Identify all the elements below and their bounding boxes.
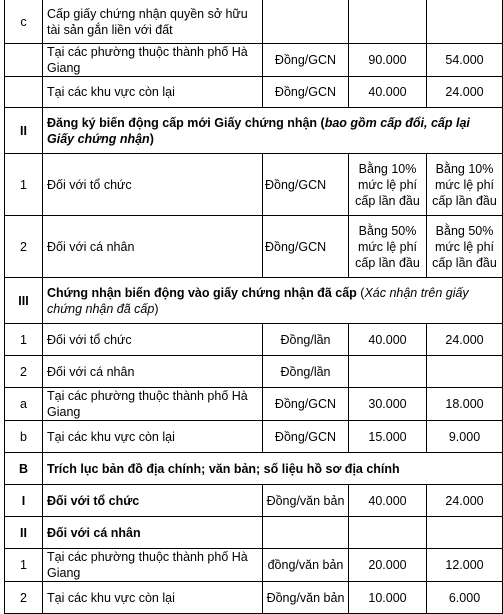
row-value-1: 30.000 [349, 388, 427, 421]
section-title-close: ) [154, 301, 159, 316]
table-row [5, 44, 503, 77]
row-value-1 [349, 0, 427, 44]
row-number: c [5, 0, 43, 44]
row-description: Đối với tổ chức [43, 485, 263, 517]
section-title [43, 278, 503, 324]
table-row [5, 324, 503, 356]
section-title-main: Chứng nhận biến động vào giấy chứng nhận đã cấp [47, 285, 357, 300]
section-title [43, 108, 503, 154]
table-row [5, 388, 503, 421]
section-title: Trích lục bản đồ địa chính; văn bản; số liệu hồ sơ địa chính [43, 453, 503, 485]
row-unit: Đồng/GCN [263, 388, 349, 421]
row-description: Tại các khu vực còn lại [43, 421, 263, 453]
row-value-1 [349, 517, 427, 549]
row-value-2: 18.000 [427, 388, 503, 421]
section-title-close: ) [149, 131, 154, 146]
row-description: Cấp giấy chứng nhận quyền sở hữu tài sản gắn liền với đất [43, 0, 263, 44]
row-value-1: Bằng 50% mức lệ phí cấp lần đầu [349, 216, 427, 278]
row-description: Đối với tổ chức [43, 324, 263, 356]
row-number: II [5, 517, 43, 549]
row-value-2: 54.000 [427, 44, 503, 77]
row-value-2: Bằng 10% mức lệ phí cấp lần đầu [427, 154, 503, 216]
table-row [5, 517, 503, 549]
row-value-1: 10.000 [349, 582, 427, 614]
row-unit: Đồng/văn bản [263, 582, 349, 614]
section-row [5, 278, 503, 324]
section-title-note: Xác nhận trên giấy chứng nhận đã cấp [47, 285, 469, 316]
row-number [5, 44, 43, 77]
table-row [5, 421, 503, 453]
row-value-2: Bằng 50% mức lệ phí cấp lần đầu [427, 216, 503, 278]
row-number: 2 [5, 216, 43, 278]
row-value-2 [427, 517, 503, 549]
table-row [5, 356, 503, 388]
row-number: b [5, 421, 43, 453]
row-description: Đối với cá nhân [43, 216, 263, 278]
row-description: Đối với cá nhân [43, 517, 263, 549]
row-value-1: Bằng 10% mức lệ phí cấp lần đầu [349, 154, 427, 216]
row-description: Đối với cá nhân [43, 356, 263, 388]
section-title-note: bao gồm cấp đổi, cấp lại Giấy chứng nhận [47, 115, 470, 146]
row-value-2: 9.000 [427, 421, 503, 453]
row-number: a [5, 388, 43, 421]
row-unit: Đồng/lần [263, 324, 349, 356]
table-row [5, 77, 503, 108]
section-row [5, 453, 503, 485]
table-row [5, 582, 503, 614]
row-description: Tại các khu vực còn lại [43, 582, 263, 614]
row-number: I [5, 485, 43, 517]
row-description: Tại các khu vực còn lại [43, 77, 263, 108]
row-unit: Đồng/GCN [263, 154, 349, 216]
row-value-1 [349, 356, 427, 388]
row-number: 2 [5, 356, 43, 388]
row-unit: Đồng/GCN [263, 44, 349, 77]
section-number: II [5, 108, 43, 154]
row-value-2 [427, 0, 503, 44]
row-value-1: 15.000 [349, 421, 427, 453]
table-row [5, 154, 503, 216]
section-title-open: ( [356, 285, 365, 300]
row-description: Tại các phường thuộc thành phố Hà Giang [43, 44, 263, 77]
row-unit: Đồng/GCN [263, 421, 349, 453]
row-value-2: 12.000 [427, 549, 503, 582]
section-number: B [5, 453, 43, 485]
section-number: III [5, 278, 43, 324]
row-number: 1 [5, 324, 43, 356]
row-value-2: 24.000 [427, 485, 503, 517]
row-number: 2 [5, 582, 43, 614]
section-title-main: Đăng ký biến động cấp mới Giấy chứng nhận ( [47, 115, 325, 130]
row-unit: Đồng/GCN [263, 216, 349, 278]
fee-table [4, 0, 503, 614]
row-value-2: 6.000 [427, 582, 503, 614]
row-unit: Đồng/GCN [263, 77, 349, 108]
row-unit: Đồng/văn bản [263, 485, 349, 517]
row-value-1: 40.000 [349, 485, 427, 517]
row-unit: Đồng/lần [263, 356, 349, 388]
row-value-1: 40.000 [349, 324, 427, 356]
row-unit: đồng/văn bản [263, 549, 349, 582]
row-number: 1 [5, 549, 43, 582]
row-value-1: 20.000 [349, 549, 427, 582]
table-row [5, 485, 503, 517]
row-number: 1 [5, 154, 43, 216]
row-description: Tại các phường thuộc thành phố Hà Giang [43, 549, 263, 582]
table-row [5, 216, 503, 278]
row-number [5, 77, 43, 108]
table-row [5, 549, 503, 582]
row-value-1: 90.000 [349, 44, 427, 77]
row-value-2: 24.000 [427, 324, 503, 356]
row-unit [263, 517, 349, 549]
row-value-1: 40.000 [349, 77, 427, 108]
section-row [5, 108, 503, 154]
row-description: Đối với tổ chức [43, 154, 263, 216]
row-value-2 [427, 356, 503, 388]
row-value-2: 24.000 [427, 77, 503, 108]
row-unit [263, 0, 349, 44]
row-description: Tại các phường thuộc thành phố Hà Giang [43, 388, 263, 421]
table-row [5, 0, 503, 44]
